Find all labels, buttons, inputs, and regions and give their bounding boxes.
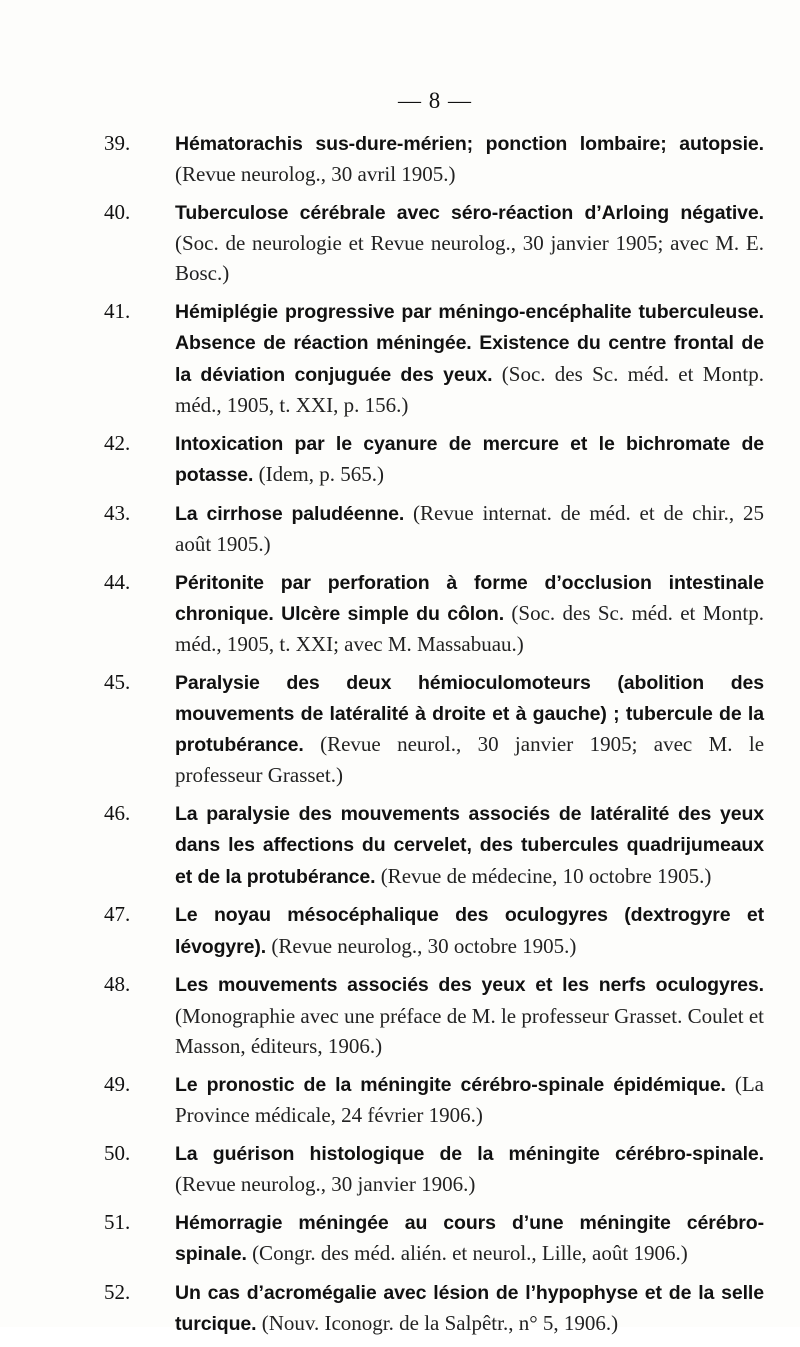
entry-title: Tuberculose cérébrale avec séro-réaction d’Arloing négative. — [175, 202, 764, 224]
entry-reference: (La Province médicale, 24 février 1906.) — [175, 1071, 765, 1127]
entry-title: Le noyau mésocéphalique des oculogyres (dextrogyre et lévogyre). — [175, 904, 764, 958]
bibliography-entry — [104, 1069, 764, 1130]
entry-reference: (Revue neurolog., 30 janvier 1906.) — [175, 1171, 476, 1196]
entry-reference: (Revue internat. de méd. et de chir., 25 août 1905.) — [175, 500, 764, 556]
entry-title: La cirrhose paludéenne. — [175, 502, 405, 525]
entry-number: 51. — [104, 1209, 131, 1234]
entry-reference: (Revue neurol., 30 janvier 1905; avec M. le professeur Grasset.) — [175, 732, 765, 788]
entry-title: Péritonite par perforation à forme d’occlusion intestinale chronique. Ulcère simple du côlon. — [175, 571, 764, 625]
entry-number: 49. — [104, 1071, 131, 1096]
bibliography-entry — [104, 1138, 764, 1199]
entry-reference: (Soc. des Sc. méd. et Montp. méd., 1905, t. XXI, p. 156.) — [175, 361, 765, 417]
bibliography-entry — [104, 1277, 764, 1339]
entry-title: Hématorachis sus-dure-mérien; ponction lombaire; autopsie. — [175, 133, 764, 155]
bibliography-entry — [104, 197, 764, 289]
entry-title: Les mouvements associés des yeux et les nerfs oculogyres. — [175, 974, 764, 997]
entry-number: 44. — [104, 569, 131, 594]
bibliography-entry — [104, 567, 764, 660]
entry-title: Le pronostic de la méningite cérébro-spinale épidémique. — [175, 1073, 726, 1096]
bibliography-entry — [104, 498, 764, 559]
entry-number: 47. — [104, 902, 131, 927]
bibliography-list — [104, 128, 764, 1347]
entry-reference: (Congr. des méd. alién. et neurol., Lille, août 1906.) — [252, 1240, 688, 1265]
entry-title: Intoxication par le cyanure de mercure et le bichromate de potasse. — [175, 432, 764, 486]
entry-number: 46. — [104, 801, 131, 826]
entry-title: La guérison histologique de la méningite cérébro-spinale. — [175, 1142, 764, 1165]
entry-number: 52. — [104, 1279, 131, 1304]
entry-title: Hémiplégie progressive par méningo-encéphalite tuberculeuse. Absence de réaction méningée. Existence du centre frontal de la déviation conjuguée des yeux. — [175, 301, 764, 386]
bibliography-entry — [104, 667, 764, 791]
entry-title: Hémorragie méningée au cours d’une méningite cérébro-spinale. — [175, 1211, 764, 1265]
entry-reference: (Nouv. Iconogr. de la Salpêtr., n° 5, 1906.) — [261, 1310, 619, 1335]
entry-number: 48. — [104, 972, 131, 997]
bibliography-entry — [104, 296, 764, 420]
entry-title: La paralysie des mouvements associés de latéralité des yeux dans les affections du cervelet, des tubercules quadrijumeaux et de la protubérance. — [175, 803, 764, 888]
bibliography-entry — [104, 798, 764, 892]
entry-title: Un cas d’acromégalie avec lésion de l’hypophyse et de la selle turcique. — [175, 1281, 764, 1335]
entry-number: 50. — [104, 1140, 131, 1165]
entry-reference: (Revue de médecine, 10 octobre 1905.) — [380, 863, 712, 888]
entry-reference: (Monographie avec une préface de M. le professeur Grasset. Coulet et Masson, éditeurs, 1906.) — [175, 1003, 764, 1058]
entry-number: 40. — [104, 200, 131, 224]
entry-title: Paralysie des deux hémioculomoteurs (abolition des mouvements de latéralité à droite et à gauche) ; tubercule de la protubérance. — [175, 671, 764, 757]
bibliography-entry — [104, 899, 764, 961]
entry-reference: (Soc. des Sc. méd. et Montp. méd., 1905, t. XXI; avec M. Massabuau.) — [175, 600, 764, 657]
entry-number: 39. — [104, 131, 131, 155]
bibliography-entry — [104, 969, 764, 1061]
entry-number: 45. — [104, 669, 131, 694]
entry-number: 43. — [104, 500, 131, 525]
bibliography-entry — [104, 128, 764, 189]
entry-reference: (Idem, p. 565.) — [258, 461, 384, 486]
entry-reference: (Soc. de neurologie et Revue neurolog., 30 janvier 1905; avec M. E. Bosc.) — [175, 231, 764, 286]
bibliography-entry — [104, 428, 764, 490]
bibliography-entry — [104, 1207, 764, 1269]
entry-number: 42. — [104, 430, 131, 455]
entry-reference: (Revue neurolog., 30 avril 1905.) — [175, 162, 456, 187]
page-number: — 8 — — [398, 88, 472, 113]
entry-reference: (Revue neurolog., 30 octobre 1905.) — [271, 933, 577, 958]
entry-number: 41. — [104, 299, 131, 324]
